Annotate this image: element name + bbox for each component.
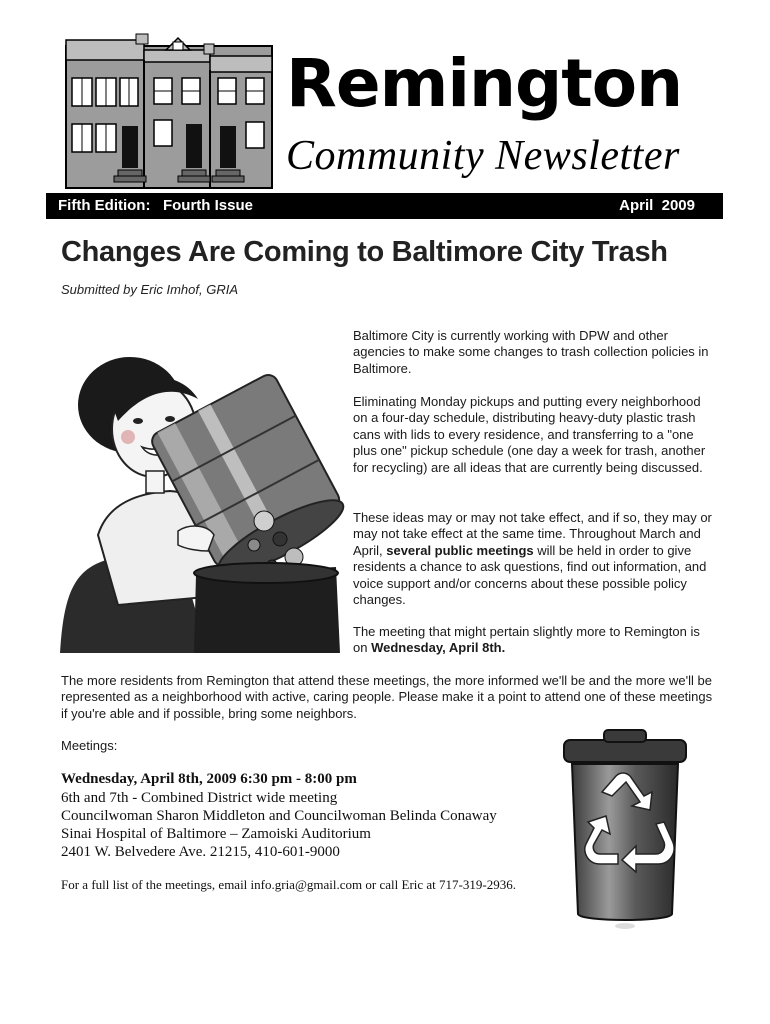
paragraph-3-text-a: These ideas may or may not take effect, and if so, they may or may not take effect at the same time. Throughout March and April, [353, 510, 712, 558]
edition-label: Fifth Edition: Fourth Issue [58, 197, 253, 214]
paragraph-4-text: The meeting that might pertain slightly more to Remington is on [353, 624, 700, 656]
recycling-bin-icon [560, 726, 690, 936]
edition-bar [46, 193, 723, 219]
article-paragraph-5: The more residents from Remington that attend these meetings, the more informed we'll be and the more we'll be represented as a neighborhood with active, caring people. Please make it a point to attend one of these meetings if you're able and if possible, bring some neighbors. [61, 673, 713, 721]
article-headline: Changes Are Coming to Baltimore City Trash [61, 236, 668, 268]
public-meetings-emphasis: several public meetings [386, 542, 534, 558]
meeting-date: Wednesday, April 8th, 2009 6:30 pm - 8:00 pm [61, 771, 357, 787]
meetings-label: Meetings: [61, 738, 118, 753]
paragraph-3-text-b: will be held in order to give residents a chance to ask questions, find out information, and voice support and/or concerns about these possible policy changes. [353, 542, 707, 608]
newsletter-title: Remington [286, 45, 683, 122]
article-paragraph-1: Baltimore City is currently working with DPW and other agencies to make some changes to trash collection policies in Baltimore. [353, 328, 709, 376]
rowhouses-illustration [62, 30, 276, 190]
article-paragraph-4 [353, 624, 713, 657]
meeting-line-3: Sinai Hospital of Baltimore – Zamoiski Auditorium [61, 826, 371, 842]
meeting-date-emphasis: Wednesday, April 8th. [371, 640, 506, 656]
meeting-line-2: Councilwoman Sharon Middleton and Councilwoman Belinda Conaway [61, 808, 497, 824]
contact-info: For a full list of the meetings, email info.gria@gmail.com or call Eric at 717-319-2936. [61, 877, 516, 892]
meeting-line-1: 6th and 7th - Combined District wide meeting [61, 790, 338, 806]
meeting-line-4: 2401 W. Belvedere Ave. 21215, 410-601-9000 [61, 844, 340, 860]
issue-date: April 2009 [619, 197, 695, 214]
article-paragraph-2: Eliminating Monday pickups and putting every neighborhood on a four-day schedule, distributing heavy-duty plastic trash cans with lids to every residence, and transferring to a "one plus one" pickup schedule (one day a week for trash, another for recycling) are all ideas that are currently being discussed. [353, 394, 706, 475]
article-paragraph-3 [353, 510, 713, 608]
woman-trash-can-illustration [58, 335, 350, 653]
newsletter-subtitle: Community Newsletter [286, 133, 680, 179]
article-byline: Submitted by Eric Imhof, GRIA [61, 282, 239, 297]
